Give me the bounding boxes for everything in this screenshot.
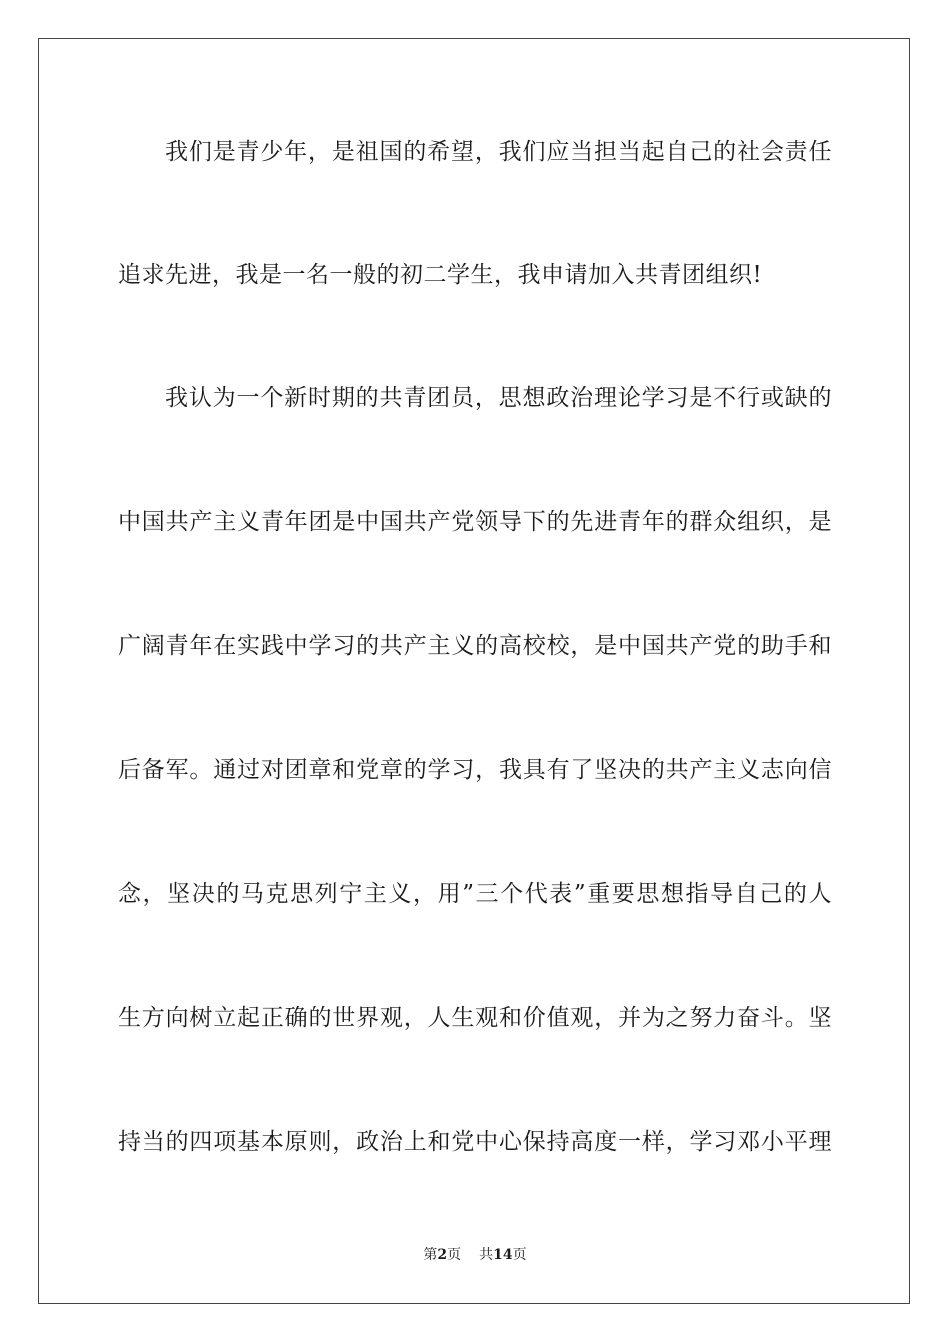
page-border bbox=[38, 38, 910, 1304]
total-pages: 14 bbox=[493, 1247, 513, 1263]
paragraph-line-1: 我们是青少年，是祖国的希望，我们应当担当起自己的社会责任 bbox=[165, 139, 832, 165]
paragraph-line-2: 追求先进，我是一名一般的初二学生，我申请加入共青团组织! bbox=[118, 262, 763, 288]
total-suffix: 页 bbox=[512, 1247, 527, 1263]
page-suffix: 页 bbox=[447, 1247, 462, 1263]
paragraph-line-7: 念，坚决的马克思列宁主义，用”三个代表”重要思想指导自己的人 bbox=[118, 881, 832, 907]
page-footer bbox=[0, 1246, 950, 1264]
paragraph-line-6: 后备军。通过对团章和党章的学习，我具有了坚决的共产主义志向信 bbox=[118, 757, 832, 783]
paragraph-line-4: 中国共产主义青年团是中国共产党领导下的先进青年的群众组织，是 bbox=[118, 509, 832, 535]
page-prefix: 第 bbox=[423, 1247, 438, 1263]
page-number: 2 bbox=[437, 1247, 448, 1263]
paragraph-line-5: 广阔青年在实践中学习的共产主义的高校校，是中国共产党的助手和 bbox=[118, 633, 832, 659]
paragraph-line-9: 持当的四项基本原则，政治上和党中心保持高度一样，学习邓小平理 bbox=[118, 1129, 832, 1155]
paragraph-line-3: 我认为一个新时期的共青团员，思想政治理论学习是不行或缺的 bbox=[165, 385, 832, 411]
paragraph-line-8: 生方向树立起正确的世界观，人生观和价值观，并为之努力奋斗。坚 bbox=[118, 1005, 832, 1031]
total-prefix: 共 bbox=[479, 1247, 494, 1263]
